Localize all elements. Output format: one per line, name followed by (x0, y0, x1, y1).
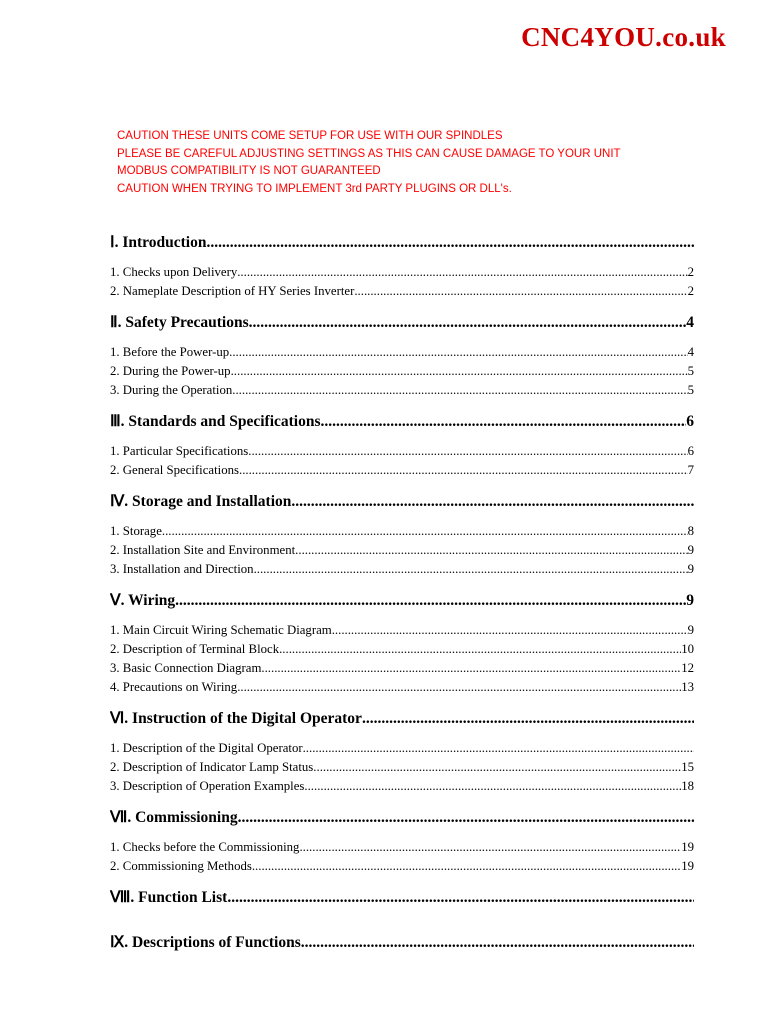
toc-subsection-title: 2. Installation Site and Environment (110, 543, 296, 557)
toc-leader-dots (229, 343, 687, 362)
toc-leader-dots (313, 758, 681, 777)
toc-leader-dots (354, 282, 687, 301)
toc-leader-dots (304, 777, 681, 796)
toc-subsection-title: 3. Installation and Direction (110, 562, 254, 576)
toc-subsection-page: 18 (681, 779, 694, 793)
toc-subsection-title: 2. Nameplate Description of HY Series Inverter (110, 284, 355, 298)
caution-line: CAUTION WHEN TRYING TO IMPLEMENT 3rd PARTY PLUGINS OR DLL's. (117, 182, 512, 195)
toc-leader-dots (175, 584, 686, 618)
toc-subsection-title: 3. Description of Operation Examples (110, 779, 305, 793)
toc-section-entry[interactable] (110, 881, 694, 915)
toc-leader-dots (303, 739, 694, 758)
toc-subsection-title: 2. General Specifications (110, 463, 239, 477)
toc-subsection-entry[interactable] (110, 522, 694, 541)
toc-leader-dots (232, 381, 687, 400)
toc-subsection-page: 2 (687, 284, 694, 298)
brand-logo-text: CNC4YOU.co.uk (521, 22, 726, 52)
toc-subsection-page: 19 (681, 859, 694, 873)
toc-subsection-title: 1. Checks upon Delivery (110, 265, 238, 279)
toc-leader-dots (321, 405, 687, 439)
toc-subsection-page: 5 (687, 364, 694, 378)
toc-subsection-title: 2. Description of Indicator Lamp Status (110, 760, 314, 774)
toc-subsection-title: 2. During the Power-up (110, 364, 231, 378)
toc-section-page: 6 (686, 413, 694, 430)
toc-leader-dots (206, 226, 694, 260)
toc-section-entry[interactable] (110, 485, 694, 519)
toc-subsection-entry[interactable] (110, 640, 694, 659)
toc-subsection-entry[interactable] (110, 442, 694, 461)
toc-leader-dots (252, 857, 681, 876)
toc-subsection-title: 2. Commissioning Methods (110, 859, 252, 873)
toc-subsection-entry[interactable] (110, 777, 694, 796)
toc-subsection-page: 2 (687, 265, 694, 279)
toc-leader-dots (238, 801, 694, 835)
toc-subsection-title: 1. Storage (110, 524, 162, 538)
toc-leader-dots (237, 263, 687, 282)
toc-section-title: Ⅶ. Commissioning (110, 809, 238, 826)
table-of-contents (110, 226, 694, 966)
toc-leader-dots (227, 881, 694, 915)
toc-section-title: Ⅸ. Descriptions of Functions (110, 934, 301, 951)
toc-subsection-entry[interactable] (110, 362, 694, 381)
toc-subsection-page: 9 (687, 562, 694, 576)
toc-leader-dots (231, 362, 688, 381)
toc-section-entry[interactable] (110, 801, 694, 835)
toc-section-title: Ⅱ. Safety Precautions (110, 314, 249, 331)
caution-line: CAUTION THESE UNITS COME SETUP FOR USE WITH OUR SPINDLES (117, 130, 503, 142)
toc-subsection-entry[interactable] (110, 263, 694, 282)
toc-subsection-title: 1. Particular Specifications (110, 444, 249, 458)
toc-subsection-title: 3. Basic Connection Diagram (110, 661, 262, 675)
toc-subsection-title: 1. Description of the Digital Operator (110, 741, 303, 755)
caution-line: PLEASE BE CAREFUL ADJUSTING SETTINGS AS THIS CAN CAUSE DAMAGE TO YOUR UNIT (117, 147, 621, 160)
toc-section-title: Ⅵ. Instruction of the Digital Operator (110, 710, 362, 727)
toc-leader-dots (279, 640, 681, 659)
toc-subsection-entry[interactable] (110, 282, 694, 301)
toc-leader-dots (162, 522, 688, 541)
toc-leader-dots (248, 442, 687, 461)
toc-section-title: Ⅴ. Wiring (110, 592, 176, 609)
toc-subsection-page: 12 (681, 661, 694, 675)
toc-subsection-entry[interactable] (110, 739, 694, 758)
toc-section-entry[interactable] (110, 926, 694, 960)
toc-section-page: 4 (686, 314, 694, 331)
toc-subsection-page: 8 (687, 524, 694, 538)
toc-subsection-entry[interactable] (110, 659, 694, 678)
toc-subsection-page: 19 (681, 840, 694, 854)
toc-leader-dots (239, 461, 688, 480)
toc-subsection-title: 1. Checks before the Commissioning (110, 840, 300, 854)
toc-subsection-page: 6 (687, 444, 694, 458)
toc-section-entry[interactable] (110, 405, 694, 439)
toc-subsection-entry[interactable] (110, 621, 694, 640)
toc-section-title: Ⅷ. Function List (110, 889, 228, 906)
toc-leader-dots (291, 485, 694, 519)
toc-subsection-title: 2. Description of Terminal Block (110, 642, 280, 656)
toc-leader-dots (332, 621, 688, 640)
toc-subsection-page: 10 (681, 642, 694, 656)
toc-leader-dots (301, 926, 694, 960)
toc-subsection-title: 1. Before the Power-up (110, 345, 230, 359)
caution-line: MODBUS COMPATIBILITY IS NOT GUARANTEED (117, 165, 381, 177)
toc-section-entry[interactable] (110, 306, 694, 340)
toc-subsection-title: 1. Main Circuit Wiring Schematic Diagram (110, 623, 332, 637)
toc-leader-dots (299, 838, 681, 857)
toc-leader-dots (254, 560, 688, 579)
toc-subsection-page: 15 (681, 760, 694, 774)
toc-subsection-page: 5 (687, 383, 694, 397)
toc-subsection-entry[interactable] (110, 343, 694, 362)
toc-subsection-page: 13 (681, 680, 694, 694)
toc-section-entry[interactable] (110, 702, 694, 736)
toc-leader-dots (362, 702, 694, 736)
toc-leader-dots (237, 678, 681, 697)
toc-leader-dots (249, 306, 687, 340)
toc-section-title: Ⅳ. Storage and Installation (110, 493, 292, 510)
toc-subsection-entry[interactable] (110, 838, 694, 857)
toc-subsection-title: 3. During the Operation (110, 383, 233, 397)
toc-subsection-title: 4. Precautions on Wiring (110, 680, 238, 694)
toc-subsection-entry[interactable] (110, 461, 694, 480)
toc-subsection-entry[interactable] (110, 541, 694, 560)
toc-subsection-page: 9 (687, 543, 694, 557)
toc-leader-dots (261, 659, 681, 678)
toc-section-title: Ⅲ. Standards and Specifications (110, 413, 321, 430)
toc-section-entry[interactable] (110, 226, 694, 260)
toc-subsection-entry[interactable] (110, 758, 694, 777)
toc-subsection-entry[interactable] (110, 857, 694, 876)
toc-subsection-entry[interactable] (110, 381, 694, 400)
toc-section-entry[interactable] (110, 584, 694, 618)
toc-subsection-entry[interactable] (110, 678, 694, 697)
toc-subsection-entry[interactable] (110, 560, 694, 579)
caution-notice (117, 128, 737, 198)
toc-section-page: 9 (686, 592, 694, 609)
toc-subsection-page: 9 (687, 623, 694, 637)
toc-subsection-page: 7 (687, 463, 694, 477)
toc-section-title: Ⅰ. Introduction (110, 234, 207, 251)
toc-subsection-page: 4 (687, 345, 694, 359)
toc-leader-dots (295, 541, 687, 560)
